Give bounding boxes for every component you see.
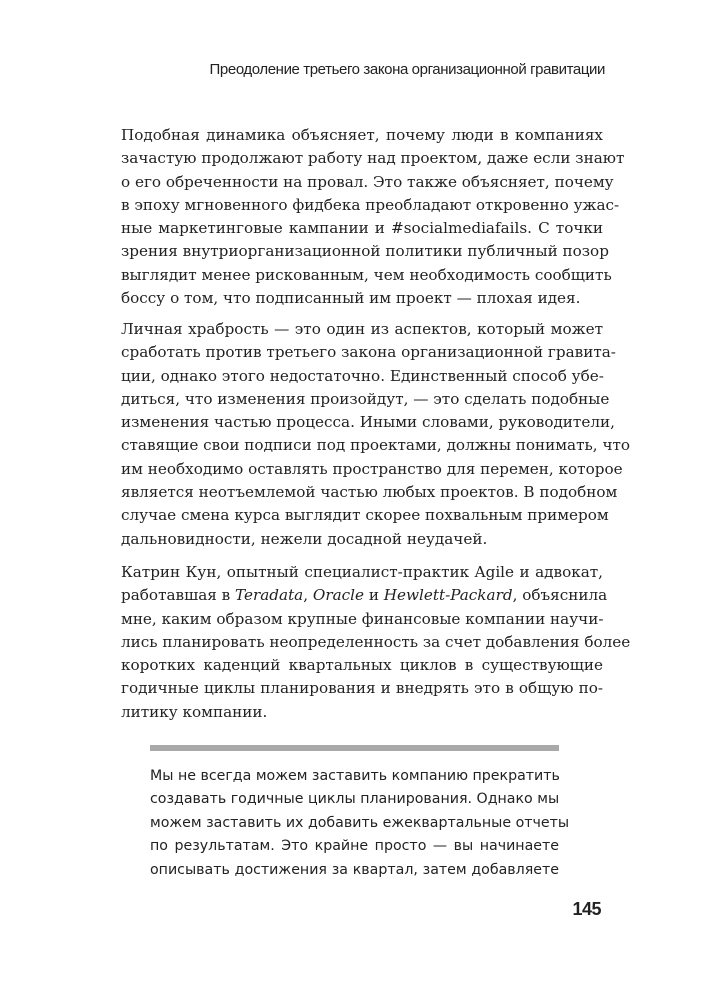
text-line: литику компании. xyxy=(121,702,268,721)
text-line: мне, каким образом крупные финансовые компании научи- xyxy=(121,609,604,628)
text-line: ные маркетинговые кампании и #socialmediafails. С точки xyxy=(121,219,603,238)
quote-line: по результатам. Это крайне просто — вы начинаете xyxy=(150,838,559,855)
text-line: лись планировать неопределенность за счет добавления более xyxy=(121,632,631,651)
quote-line: можем заставить их добавить ежеквартальные отчеты xyxy=(150,814,570,831)
text-line: боссу о том, что подписанный им проект — плохая идея. xyxy=(121,289,581,308)
text-line: является неотъемлемой частью любых проектов. В подобном xyxy=(121,483,618,502)
text-line: выглядит менее рискованным, чем необходимость сообщить xyxy=(121,265,612,284)
text-line: о его обреченности на провал. Это также объясняет, почему xyxy=(121,172,614,191)
text-line-with-companies xyxy=(121,584,608,607)
text-line: Личная храбрость — это один из аспектов, который может xyxy=(121,320,603,338)
text-line: Катрин Кун, опытный специалист-практик Agile и адвокат, xyxy=(121,563,603,581)
line-fragment: работавшая в xyxy=(121,586,236,605)
paragraph-3 xyxy=(121,561,631,724)
text-line: ставящие свои подписи под проектами, должны понимать, что xyxy=(121,436,631,455)
company-name-oracle: Oracle xyxy=(312,586,365,605)
quote-rule xyxy=(150,745,559,751)
quote-line: создавать годичные циклы планирования. Однако мы xyxy=(150,791,560,808)
text-line: случае смена курса выглядит скорее похвальным примером xyxy=(121,506,609,525)
paragraph-2 xyxy=(121,318,631,551)
line-fragment: , xyxy=(303,586,313,605)
text-line: годичные циклы планирования и внедрять это в общую по- xyxy=(121,679,603,698)
text-line: изменения частью процесса. Иными словами, руководители, xyxy=(121,413,615,432)
company-name-hewlett-packard: Hewlett-Packard xyxy=(383,586,513,605)
quote-line: описывать достижения за квартал, затем добавляете xyxy=(150,861,559,878)
line-fragment: и xyxy=(364,586,384,605)
text-line: ции, однако этого недостаточно. Единственный способ убе- xyxy=(121,366,604,385)
company-name-teradata: Teradata xyxy=(235,586,304,605)
text-line: диться, что изменения произойдут, — это сделать подобные xyxy=(121,389,610,408)
quote-line: Мы не всегда можем заставить компанию прекратить xyxy=(150,768,560,784)
text-line: сработать против третьего закона организационной гравита- xyxy=(121,343,616,362)
paragraph-1 xyxy=(121,124,625,310)
text-line: Подобная динамика объясняет, почему люди в компаниях xyxy=(121,126,603,144)
text-line: им необходимо оставлять пространство для перемен, которое xyxy=(121,459,623,478)
pull-quote xyxy=(150,765,570,882)
text-line: зачастую продолжают работу над проектом, даже если знают xyxy=(121,149,625,168)
running-header: Преодоление третьего закона организационной гравитации xyxy=(209,61,605,78)
page-number: 145 xyxy=(572,899,601,919)
text-line: дальновидности, нежели досадной неудачей. xyxy=(121,529,488,548)
text-line: зрения внутриорганизационной политики публичный позор xyxy=(121,242,609,261)
text-line: коротких каденций квартальных циклов в существующие xyxy=(121,656,603,675)
text-line: в эпоху мгновенного фидбека преобладают откровенно ужас- xyxy=(121,195,620,214)
line-fragment: , объяснила xyxy=(512,586,608,605)
